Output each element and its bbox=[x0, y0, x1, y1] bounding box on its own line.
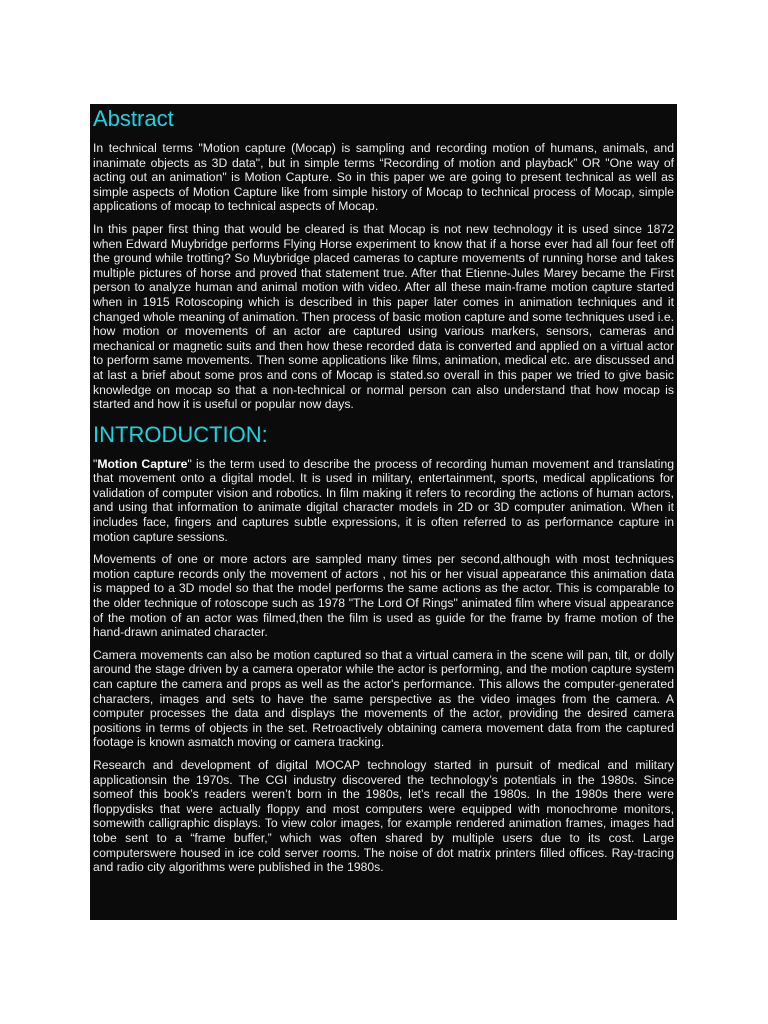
introduction-paragraph-1 bbox=[93, 457, 674, 545]
introduction-paragraph-4: Research and development of digital MOCAP technology started in pursuit of medical and military applicationsin the 1970s. The CGI industry discovered the technology’s potentials in the 1980s. Since someof this book’s readers weren’t born in the 1980s, let’s recall the 1980s. In the 1980s there were floppydisks that were actually floppy and most computers were equipped with monochrome monitors, somewith calligraphic displays. To view color images, for example rendered animation frames, images had tobe sent to a “frame buffer,” which was often shared by multiple users due to its cost. Large computerswere housed in ice cold server rooms. The noise of dot matrix printers filled offices. Ray-tracing and radio city algorithms were published in the 1980s. bbox=[93, 757, 674, 875]
open-quote: " bbox=[93, 456, 98, 471]
introduction-paragraph-2: Movements of one or more actors are sampled many times per second,although with most techniques motion capture records only the movement of actors , not his or her visual appearance this animation data is mapped to a 3D model so that the model performs the same actions as the actor. This is comparable to the older technique of rotoscope such as 1978 "The Lord Of Rings" animated film where visual appearance of the motion of an actor was filmed,then the film is used as guide for the frame by frame motion of the hand-drawn animated character. bbox=[93, 552, 674, 640]
introduction-paragraph-3: Camera movements can also be motion captured so that a virtual camera in the scene will pan, tilt, or dolly around the stage driven by a camera operator while the actor is performing, and the motion capture system can capture the camera and props as well as the actor's performance. This allows the computer-generated characters, images and sets to have the same perspective as the video images from the camera. A computer processes the data and displays the movements of the actor, providing the desired camera positions in terms of objects in the set. Retroactively obtaining camera movement data from the captured footage is known asmatch moving or camera tracking. bbox=[93, 647, 674, 750]
motion-capture-term: Motion Capture bbox=[97, 456, 188, 471]
abstract-paragraph-2: In this paper first thing that would be cleared is that Mocap is not new technology it is used since 1872 when Edward Muybridge performs Flying Horse experiment to know that if a horse ever had all four feet off the ground while trotting? So Muybridge placed cameras to capture movements of running horse and takes multiple pictures of horse and proved that statement true. After that Etienne-Jules Marey became the First person to analyze human and animal motion with video. After all these main-frame motion capture started when in 1915 Rotoscoping which is described in this paper later comes in animation techniques and it changed whole meaning of animation. Then process of basic motion capture and some techniques used i.e. how motion or movements of an actor are captured using various markers, sensors, cameras and mechanical or magnetic suits and then how these recorded data is converted and applied on a virtual actor to perform same movements. Then some applications like films, animation, medical etc. are discussed and at last a brief about some pros and cons of Mocap is stated.so overall in this paper we tried to give basic knowledge on mocap so that a non-technical or normal person can also understand that how mocap is started and how it is useful or popular now days. bbox=[93, 221, 674, 412]
abstract-paragraph-1: In technical terms "Motion capture (Mocap) is sampling and recording motion of humans, animals, and inanimate objects as 3D data", but in simple terms “Recording of motion and playback” OR "One way of acting out an animation" is Motion Capture. So in this paper we are going to present technical as well as simple aspects of Motion Capture like from simple history of Mocap to technical process of Mocap, simple applications of mocap to technical aspects of Mocap. bbox=[93, 141, 674, 214]
introduction-heading: INTRODUCTION: bbox=[93, 421, 268, 447]
introduction-paragraph-1-text: " is the term used to describe the process of recording human movement and translating that movement onto a digital model. It is used in military, entertainment, sports, medical applications for validation of computer vision and robotics. In film making it refers to recording the actions of human actors, and using that information to animate digital character models in 2D or 3D computer animation. When it includes face, fingers and captures subtle expressions, it is often referred to as performance capture in motion capture sessions. bbox=[93, 456, 674, 544]
document-page bbox=[90, 104, 677, 920]
abstract-heading: Abstract bbox=[93, 106, 174, 131]
